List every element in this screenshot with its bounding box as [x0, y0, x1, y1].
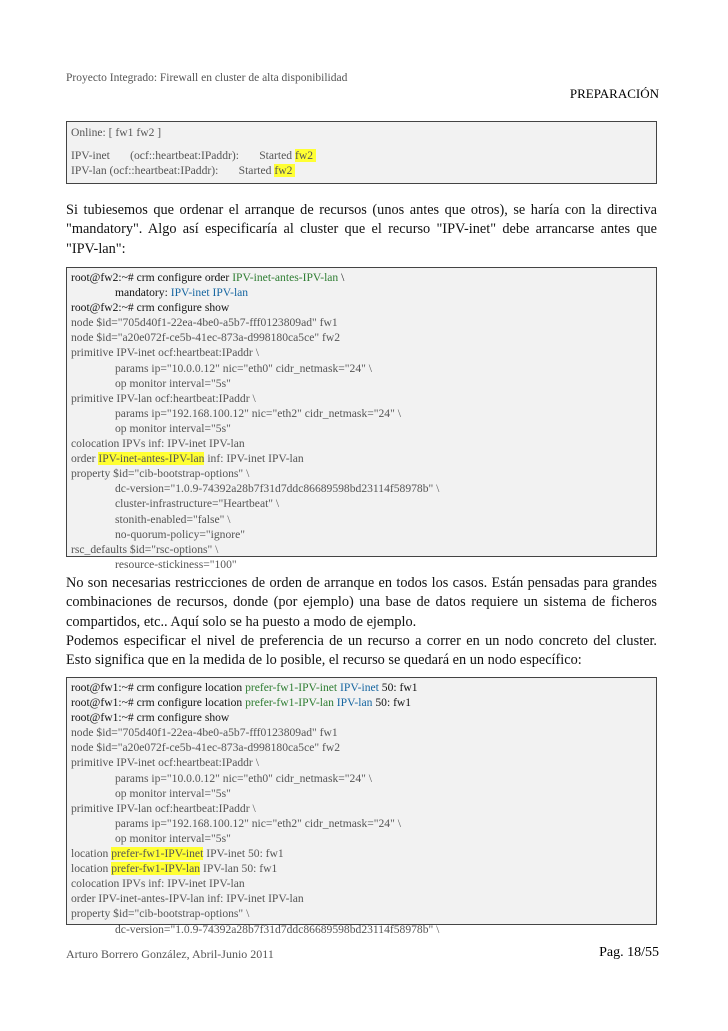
code-blue: IPV-lan: [333, 696, 373, 710]
code-line: property $id="cib-bootstrap-options" \: [71, 907, 250, 921]
code-blue: IPV-inet IPV-lan: [170, 286, 249, 300]
code-line: op monitor interval="5s": [115, 421, 231, 435]
code-text: IPV-lan (ocf::heartbeat:IPaddr): Started: [71, 164, 275, 178]
code-line: [67, 270, 656, 285]
paragraph-text: Si tubiesemos que ordenar el arranque de recursos (unos antes que otros), se haría con la directiva "mandatory". Algo así especificaría al cluster que el recurso "IPV-inet" debe arrancarse antes que "IPV-lan":: [66, 202, 657, 257]
code-line: dc-version="1.0.9-74392a28b7f31d7ddc86689598bd23114f58978b" \: [115, 482, 440, 496]
code-line: primitive IPV-lan ocf:heartbeat:IPaddr \: [71, 801, 256, 815]
code-line: root@fw1:~# crm configure show: [71, 711, 230, 725]
code-blue: IPV-inet: [337, 681, 379, 694]
code-green: prefer-fw1-IPV-lan: [245, 696, 334, 710]
highlight: prefer-fw1-IPV-lan: [111, 862, 201, 876]
order-code-box: [66, 267, 657, 571]
code-line: resource-stickiness="100": [115, 557, 237, 571]
code-line: node $id="705d40f1-22ea-4be0-a5b7-fff0123809ad" fw1: [71, 726, 338, 740]
code-line: params ip="10.0.0.12" nic="eth0" cidr_netmask="24" \: [115, 771, 372, 785]
paragraph-text: Podemos especificar el nivel de preferencia de un recurso a correr en un nodo concreto del cluster. Esto significa que en la medida de lo posible, el recurso se quedará en un nodo específico:: [66, 632, 657, 669]
footer-author: Arturo Borrero González, Abril-Junio 2011: [66, 947, 274, 961]
code-text: IPV-inet (ocf::heartbeat:IPaddr): Started: [71, 149, 295, 163]
highlight: prefer-fw1-IPV-inet: [111, 847, 204, 861]
code-line: root@fw2:~# crm configure show: [71, 301, 230, 315]
code-line: [67, 695, 656, 710]
highlight: fw2: [294, 149, 316, 163]
paragraph-text: No son necesarias restricciones de orden de arranque en todos los casos. Están pensadas para grandes combinaciones de recursos, donde (por ejemplo) una base de datos requiere un sistema de ficheros compartidos, etc.. Aquí solo se ha puesto a modo de ejemplo.: [66, 575, 657, 630]
code-text: root@fw2:~# crm configure order: [71, 271, 233, 284]
header-title: Proyecto Integrado: Firewall en cluster de alta disponibilidad: [66, 72, 348, 84]
code-line: no-quorum-policy="ignore": [115, 527, 245, 541]
code-line: property $id="cib-bootstrap-options" \: [71, 467, 250, 481]
code-line: params ip="10.0.0.12" nic="eth0" cidr_netmask="24" \: [115, 361, 372, 375]
code-text: mandatory:: [115, 286, 171, 300]
code-text: root@fw1:~# crm configure location: [71, 696, 246, 710]
code-text: location: [71, 862, 112, 876]
code-text: location: [71, 847, 112, 861]
code-line: primitive IPV-lan ocf:heartbeat:IPaddr \: [71, 391, 256, 405]
code-line: cluster-infrastructure="Heartbeat" \: [115, 497, 280, 511]
code-line: [67, 148, 656, 163]
highlight: fw2: [274, 164, 296, 178]
code-line: op monitor interval="5s": [115, 376, 231, 390]
paragraph: [66, 574, 657, 670]
code-line: node $id="705d40f1-22ea-4be0-a5b7-fff0123809ad" fw1: [71, 316, 338, 330]
code-line: params ip="192.168.100.12" nic="eth2" cidr_netmask="24" \: [115, 406, 401, 420]
code-line: order IPV-inet-antes-IPV-lan inf: IPV-inet IPV-lan: [71, 892, 304, 906]
code-text: IPV-inet 50: fw1: [203, 847, 284, 861]
code-line: [67, 451, 656, 466]
highlight: IPV-inet-antes-IPV-lan: [98, 452, 205, 466]
code-line: colocation IPVs inf: IPV-inet IPV-lan: [71, 437, 245, 451]
section-title: PREPARACIÓN: [569, 86, 659, 101]
code-line: [67, 285, 656, 300]
code-line: node $id="a20e072f-ce5b-41ec-873a-d998180ca5ce" fw2: [71, 331, 341, 345]
code-text: \: [338, 271, 345, 284]
page-number: Pag. 18/55: [599, 945, 659, 960]
code-text: IPV-lan 50: fw1: [200, 862, 278, 876]
code-green: prefer-fw1-IPV-inet: [245, 681, 338, 694]
code-line: stonith-enabled="false" \: [115, 512, 231, 526]
code-line: [67, 163, 656, 178]
code-line: [67, 846, 656, 861]
code-line: params ip="192.168.100.12" nic="eth2" cidr_netmask="24" \: [115, 816, 401, 830]
code-text: inf: IPV-inet IPV-lan: [204, 452, 304, 466]
code-line: op monitor interval="5s": [115, 831, 231, 845]
paragraph: [66, 201, 657, 259]
status-code-box: [66, 121, 657, 184]
code-line: op monitor interval="5s": [115, 786, 231, 800]
location-code-box: [66, 677, 657, 936]
code-text: 50: fw1: [378, 681, 418, 694]
code-green: IPV-inet-antes-IPV-lan: [232, 271, 339, 284]
code-line: node $id="a20e072f-ce5b-41ec-873a-d998180ca5ce" fw2: [71, 741, 341, 755]
code-text: 50: fw1: [372, 696, 412, 710]
code-line: colocation IPVs inf: IPV-inet IPV-lan: [71, 877, 245, 891]
code-line: dc-version="1.0.9-74392a28b7f31d7ddc86689598bd23114f58978b" \: [115, 922, 440, 936]
code-line: Online: [ fw1 fw2 ]: [71, 126, 162, 139]
code-line: rsc_defaults $id="rsc-options" \: [71, 542, 219, 556]
code-text: root@fw1:~# crm configure location: [71, 681, 246, 694]
code-line: [67, 861, 656, 876]
code-line: primitive IPV-inet ocf:heartbeat:IPaddr \: [71, 756, 259, 770]
code-text: order: [71, 452, 99, 466]
code-line: primitive IPV-inet ocf:heartbeat:IPaddr \: [71, 346, 259, 360]
code-line: [67, 680, 656, 695]
